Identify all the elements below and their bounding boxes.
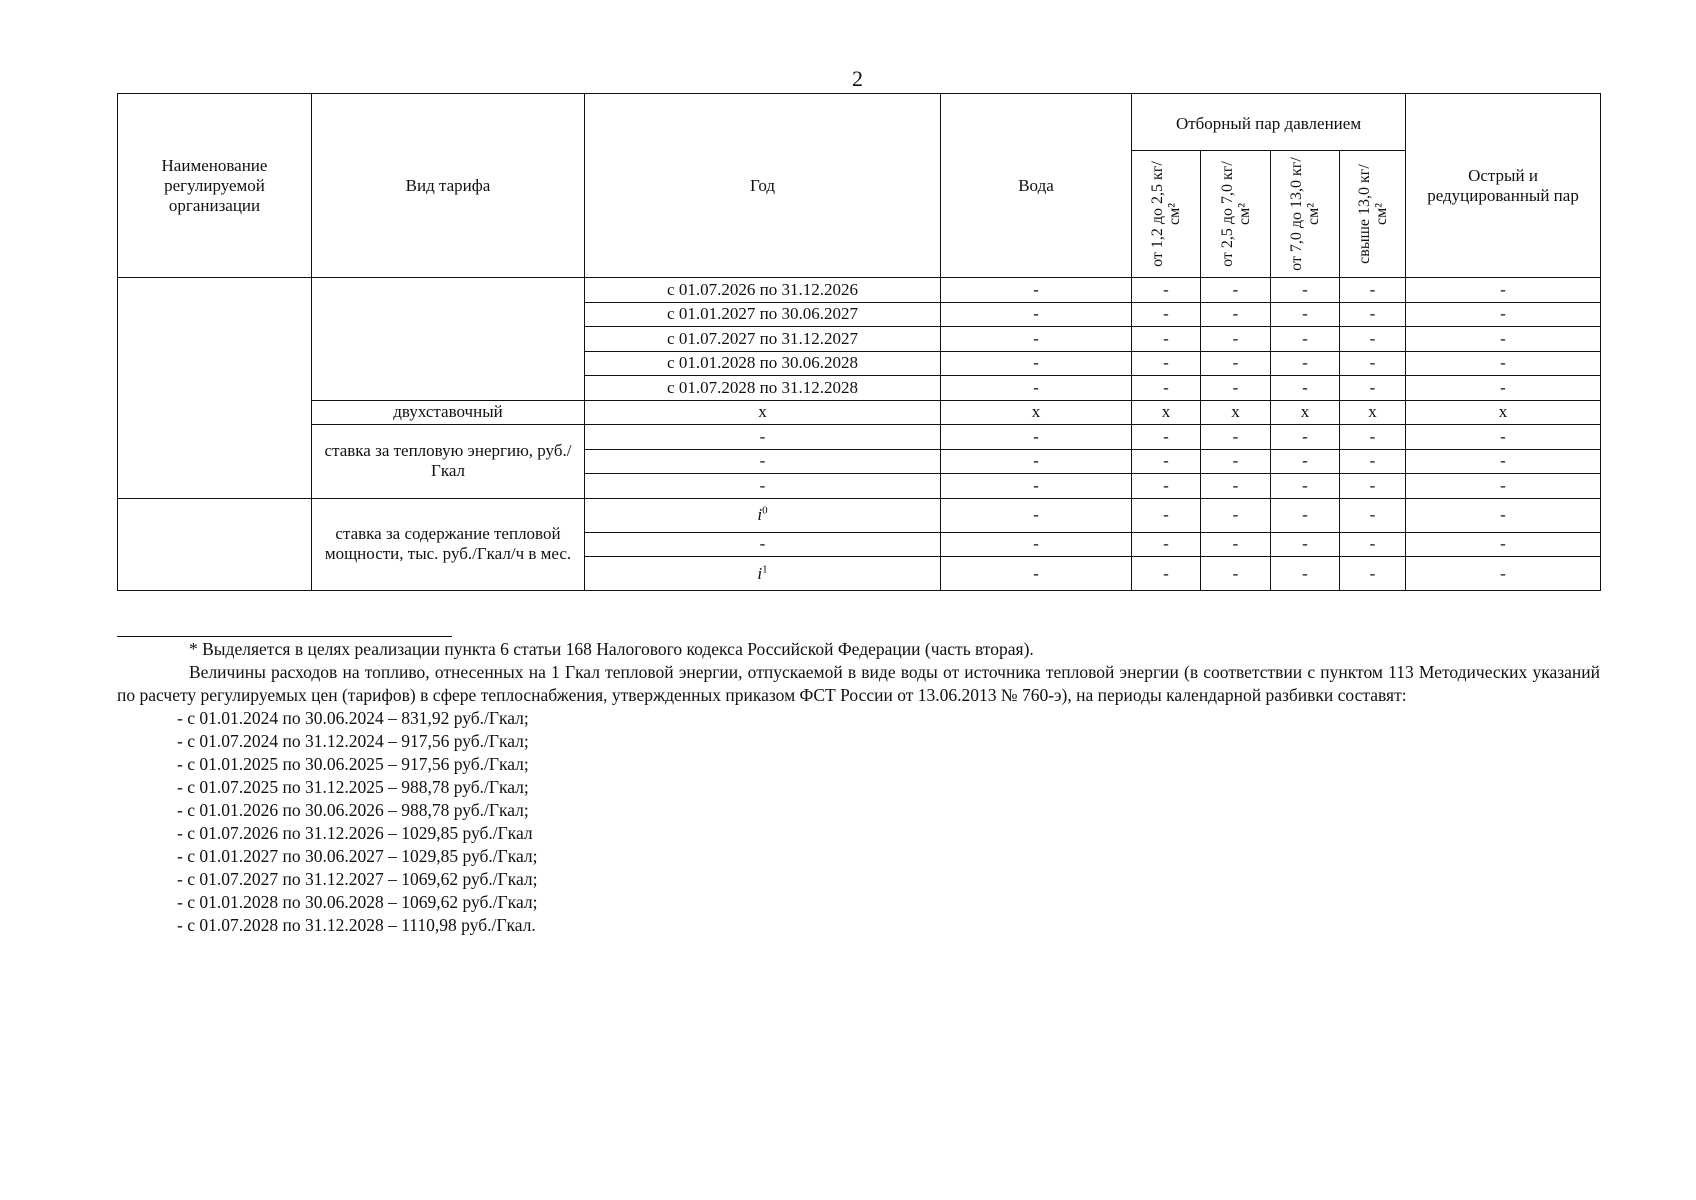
fuel-cost-list [117,707,1600,937]
value-cell: - [1201,376,1271,401]
value-cell: - [1406,351,1601,376]
header-org: Наименование регулируемой организации [118,94,312,278]
value-cell: х [941,400,1132,425]
value-cell: - [1271,376,1340,401]
header-pressure-2 [1201,151,1271,278]
value-cell: - [1132,474,1201,499]
header-pressure-4-label: свыше 13,0 кг/см² [1355,164,1390,264]
list-item: - с 01.07.2026 по 31.12.2026 – 1029,85 руб./Гкал [177,823,533,843]
value-cell: - [1406,425,1601,450]
value-cell: - [1201,425,1271,450]
value-cell: - [1132,351,1201,376]
list-item: - с 01.07.2027 по 31.12.2027 – 1069,62 руб./Гкал; [177,869,538,889]
header-pressure-1-label: от 1,2 до 2,5 кг/см² [1149,161,1183,267]
value-cell: - [1406,302,1601,327]
period-cell: с 01.07.2028 по 31.12.2028 [585,376,941,401]
period-cell: - [585,532,941,557]
value-cell: - [941,425,1132,450]
value-cell: - [1271,425,1340,450]
value-cell: - [1201,449,1271,474]
header-pressure-3 [1271,151,1340,278]
value-cell: - [1271,474,1340,499]
org-cell-lower [118,498,312,591]
value-cell: - [1271,557,1340,591]
value-cell: - [1201,474,1271,499]
value-cell: - [1132,557,1201,591]
header-pressure-2-label: от 2,5 до 7,0 кг/см² [1218,161,1253,267]
value-cell: - [1201,302,1271,327]
list-item: - с 01.01.2026 по 30.06.2026 – 988,78 руб./Гкал; [177,800,529,820]
value-cell: - [1132,376,1201,401]
value-cell: - [1340,474,1406,499]
header-steam-group: Отборный пар давлением [1132,94,1406,151]
value-cell: - [1132,278,1201,303]
period-cell: - [585,449,941,474]
value-cell: - [1340,425,1406,450]
value-cell: - [941,498,1132,532]
list-item: - с 01.01.2027 по 30.06.2027 – 1029,85 руб./Гкал; [177,846,538,866]
value-cell: - [1132,532,1201,557]
value-cell: - [1406,327,1601,352]
header-pressure-4 [1340,151,1406,278]
value-cell: - [1340,557,1406,591]
value-cell: х [1340,400,1406,425]
value-cell: х [1201,400,1271,425]
value-cell: - [941,474,1132,499]
value-cell: - [1201,532,1271,557]
value-cell: - [1132,498,1201,532]
value-cell: - [1340,498,1406,532]
period-index-base: i [757,505,763,524]
value-cell: - [1271,532,1340,557]
list-item: - с 01.07.2028 по 31.12.2028 – 1110,98 руб./Гкал. [177,915,536,935]
value-cell: - [941,376,1132,401]
header-tariff-type: Вид тарифа [312,94,585,278]
period-index-sup: 0 [762,504,768,517]
table-row-energy-rate [118,425,1601,450]
value-cell: - [941,449,1132,474]
period-index-base: i [757,563,763,583]
value-cell: - [1132,327,1201,352]
footnote-divider [117,636,452,637]
list-item: - с 01.01.2024 по 30.06.2024 – 831,92 руб./Гкал; [177,708,529,728]
period-cell: - [585,474,941,499]
header-row-1 [118,94,1601,151]
value-cell: - [1406,376,1601,401]
list-item: - с 01.01.2028 по 30.06.2028 – 1069,62 руб./Гкал; [177,892,538,912]
value-cell: - [941,532,1132,557]
period-cell [585,498,941,532]
value-cell: - [941,278,1132,303]
value-cell: - [1201,351,1271,376]
value-cell: - [1340,302,1406,327]
notes-section [117,638,1600,937]
value-cell: - [941,557,1132,591]
value-cell: - [1340,532,1406,557]
value-cell: - [941,327,1132,352]
value-cell: - [1132,449,1201,474]
table-row-two-rate [118,400,1601,425]
tariff-table [117,93,1601,591]
value-cell: - [1201,327,1271,352]
value-cell: - [1271,278,1340,303]
value-cell: - [1271,351,1340,376]
value-cell: - [1340,327,1406,352]
value-cell: - [1271,327,1340,352]
value-cell: - [1406,474,1601,499]
table-row-capacity-rate [118,498,1601,532]
header-sharp-steam: Острый и редуцированный пар [1406,94,1601,278]
value-cell: - [1340,278,1406,303]
value-cell: - [1406,532,1601,557]
tariff-type-two-rate: двухставочный [312,400,585,425]
value-cell: - [1406,278,1601,303]
value-cell: х [1271,400,1340,425]
list-item: - с 01.07.2025 по 31.12.2025 – 988,78 руб./Гкал; [177,777,529,797]
fuel-cost-paragraph: Величины расходов на топливо, отнесенных на 1 Гкал тепловой энергии, отпускаемой в виде воды от источника тепловой энергии (в соответствии с пунктом 113 Методических указаний по расчету регулируемых цен (тарифов) в сфере теплоснабжения, утвержденных приказом ФСТ России от 13.06.2013 № 760-э), на периоды календарной разбивки составят: [117,662,1600,705]
value-cell: - [1201,557,1271,591]
value-cell: - [1201,498,1271,532]
value-cell: - [1201,278,1271,303]
header-pressure-1 [1132,151,1201,278]
value-cell: - [1271,498,1340,532]
list-item: - с 01.01.2025 по 30.06.2025 – 917,56 руб./Гкал; [177,754,529,774]
org-cell [118,278,312,499]
value-cell: - [941,351,1132,376]
tariff-type-energy-rate: ставка за тепловую энергию, руб./Гкал [312,425,585,499]
period-index-sup: 1 [762,562,768,575]
value-cell: - [1132,302,1201,327]
value-cell: - [1132,425,1201,450]
value-cell: - [1340,449,1406,474]
value-cell: - [1406,449,1601,474]
header-pressure-3-label: от 7,0 до 13,0 кг/см² [1288,157,1322,271]
header-water: Вода [941,94,1132,278]
period-cell: - [585,425,941,450]
value-cell: х [1406,400,1601,425]
value-cell: - [1406,557,1601,591]
tariff-type-cell [312,278,585,401]
period-cell: с 01.01.2028 по 30.06.2028 [585,351,941,376]
value-cell: - [1406,498,1601,532]
value-cell: х [1132,400,1201,425]
value-cell: - [1340,351,1406,376]
period-cell [585,557,941,591]
value-cell: - [941,302,1132,327]
value-cell: - [1271,449,1340,474]
value-cell: - [1340,376,1406,401]
header-year: Год [585,94,941,278]
table-row [118,278,1601,303]
period-cell: х [585,400,941,425]
list-item: - с 01.07.2024 по 31.12.2024 – 917,56 руб./Гкал; [177,731,529,751]
period-cell: с 01.07.2026 по 31.12.2026 [585,278,941,303]
period-cell: с 01.01.2027 по 30.06.2027 [585,302,941,327]
value-cell: - [1271,302,1340,327]
page-number: 2 [852,66,863,91]
period-cell: с 01.07.2027 по 31.12.2027 [585,327,941,352]
tariff-type-capacity-rate: ставка за содержание тепловой мощности, тыс. руб./Гкал/ч в мес. [312,498,585,591]
footnote-text: * Выделяется в целях реализации пункта 6 статьи 168 Налогового кодекса Российской Федерации (часть вторая). [189,639,1034,659]
